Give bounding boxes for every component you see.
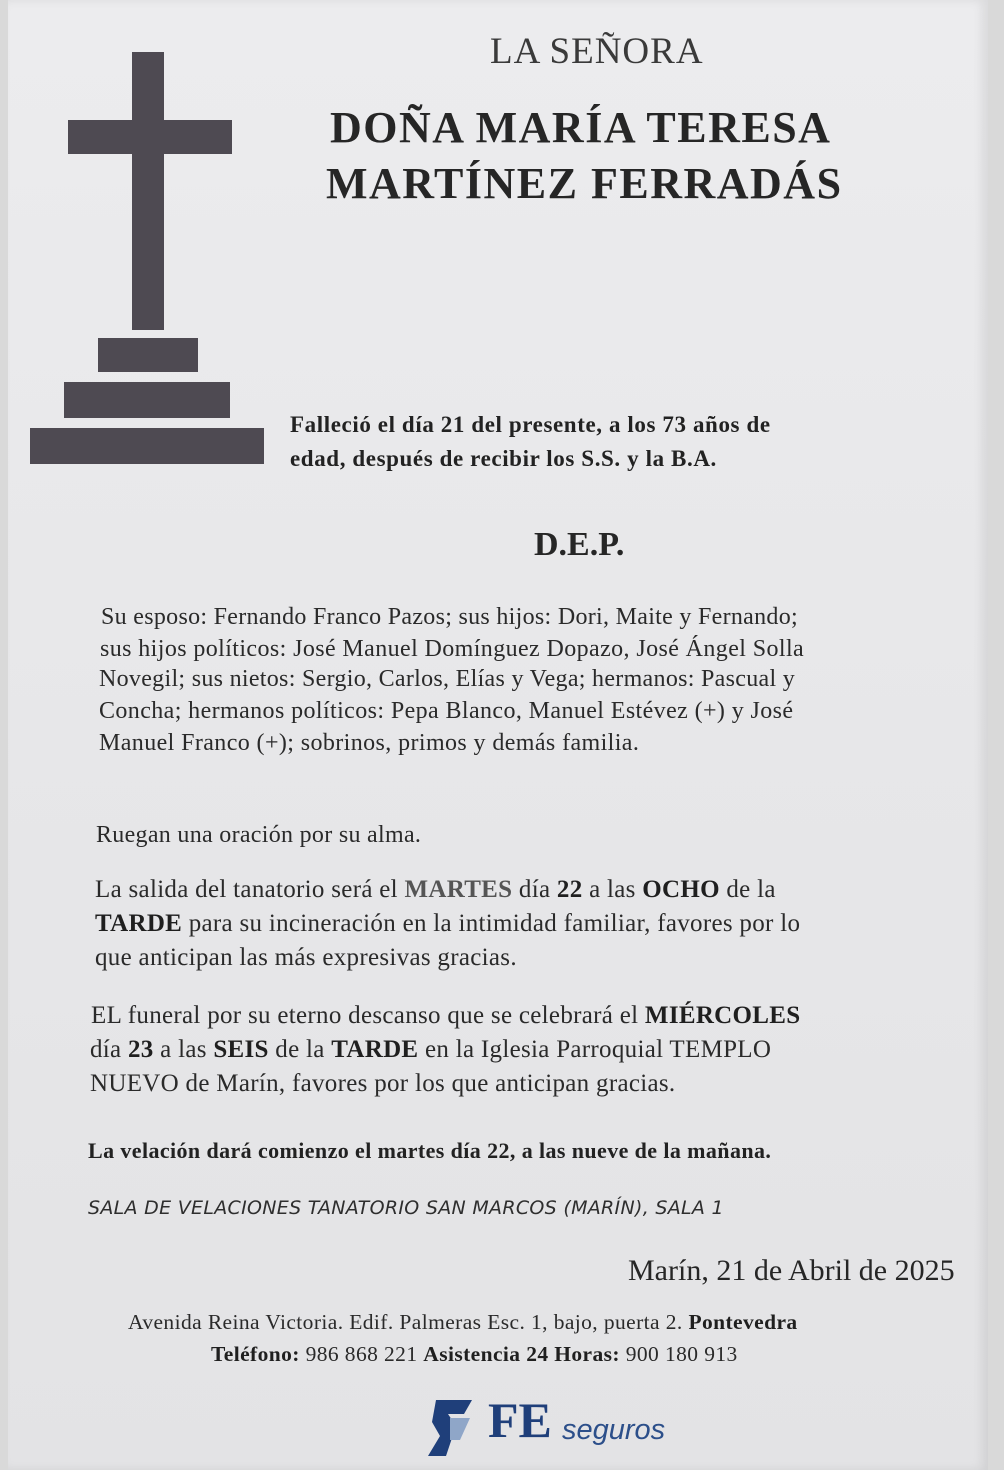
departure-text: para su incineración en la intimidad familiar, favores por lo <box>182 910 801 937</box>
death-notice-line2: edad, después de recibir los S.S. y la B.A. <box>290 446 717 471</box>
funeral-line3: NUEVO de Marín, favores por los que anticipan gracias. <box>90 1070 676 1097</box>
logo-brand: FE <box>488 1392 552 1448</box>
funeral-text: en la Iglesia Parroquial TEMPLO <box>418 1036 772 1063</box>
funeral-text: día <box>90 1036 128 1063</box>
phone-number: 986 868 221 <box>299 1342 424 1366</box>
family-line1: Su esposo: Fernando Franco Pazos; sus hijos: Dori, Maite y Fernando; <box>101 604 799 630</box>
footer-phones <box>211 1342 738 1367</box>
departure-day: MARTES <box>404 876 513 903</box>
footer-address <box>128 1310 798 1335</box>
death-notice-line1: Falleció el día 21 del presente, a los 73 años de <box>290 412 771 437</box>
obituary-page <box>8 0 988 1470</box>
fe-logo-icon <box>426 1396 474 1460</box>
departure-text: La salida del tanatorio será el <box>95 876 405 903</box>
logo-suffix: seguros <box>562 1414 666 1446</box>
funeral-period: TARDE <box>331 1036 419 1063</box>
departure-line3: que anticipan las más expresivas gracias. <box>95 944 517 971</box>
wake-text: La velación dará comienzo el martes día 22, a las nueve de la mañana. <box>88 1138 772 1163</box>
family-line2: sus hijos políticos: José Manuel Domínguez Dopazo, José Ángel Solla <box>100 636 805 662</box>
deceased-name-line1: DOÑA MARÍA TERESA <box>330 103 832 152</box>
funeral-text: de la <box>268 1036 332 1063</box>
funeral-hour: SEIS <box>213 1036 269 1063</box>
venue-text: SALA DE VELACIONES TANATORIO SAN MARCOS (MARÍN), SALA 1 <box>88 1197 724 1219</box>
funeral-day: MIÉRCOLES <box>644 1002 801 1029</box>
funeral-line1 <box>91 1002 800 1030</box>
prayer-text: Ruegan una oración por su alma. <box>96 822 422 848</box>
departure-text: día <box>512 876 557 903</box>
assist-label: Asistencia 24 Horas: <box>423 1342 620 1366</box>
family-line4: Concha; hermanos políticos: Pepa Blanco, Manuel Estévez (+) y José <box>99 698 794 724</box>
family-line3: Novegil; sus nietos: Sergio, Carlos, Elías y Vega; hermanos: Pascual y <box>99 666 796 692</box>
address-text: Avenida Reina Victoria. Edif. Palmeras Esc. 1, bajo, puerta 2. <box>128 1310 689 1334</box>
funeral-date: 23 <box>128 1036 154 1063</box>
departure-text: de la <box>719 876 776 903</box>
address-city: Pontevedra <box>688 1310 798 1334</box>
departure-line2 <box>95 910 800 938</box>
assist-number: 900 180 913 <box>619 1342 738 1366</box>
phone-label: Teléfono: <box>211 1342 300 1366</box>
funeral-line2 <box>90 1036 771 1064</box>
departure-period: TARDE <box>95 910 183 937</box>
cross-icon <box>8 0 308 480</box>
dep-label: D.E.P. <box>534 526 625 563</box>
departure-text: a las <box>582 876 643 903</box>
deceased-name-line2: MARTÍNEZ FERRADÁS <box>326 159 843 208</box>
funeral-text: EL funeral por su eterno descanso que se celebrará el <box>91 1002 645 1029</box>
date-place: Marín, 21 de Abril de 2025 <box>628 1254 955 1287</box>
fe-seguros-logo <box>426 1392 686 1462</box>
departure-hour: OCHO <box>642 876 720 903</box>
family-line5: Manuel Franco (+); sobrinos, primos y demás familia. <box>99 730 640 756</box>
departure-date: 22 <box>556 876 583 903</box>
heading-title: LA SEÑORA <box>490 31 704 72</box>
departure-line1 <box>95 876 776 904</box>
funeral-text: a las <box>153 1036 214 1063</box>
